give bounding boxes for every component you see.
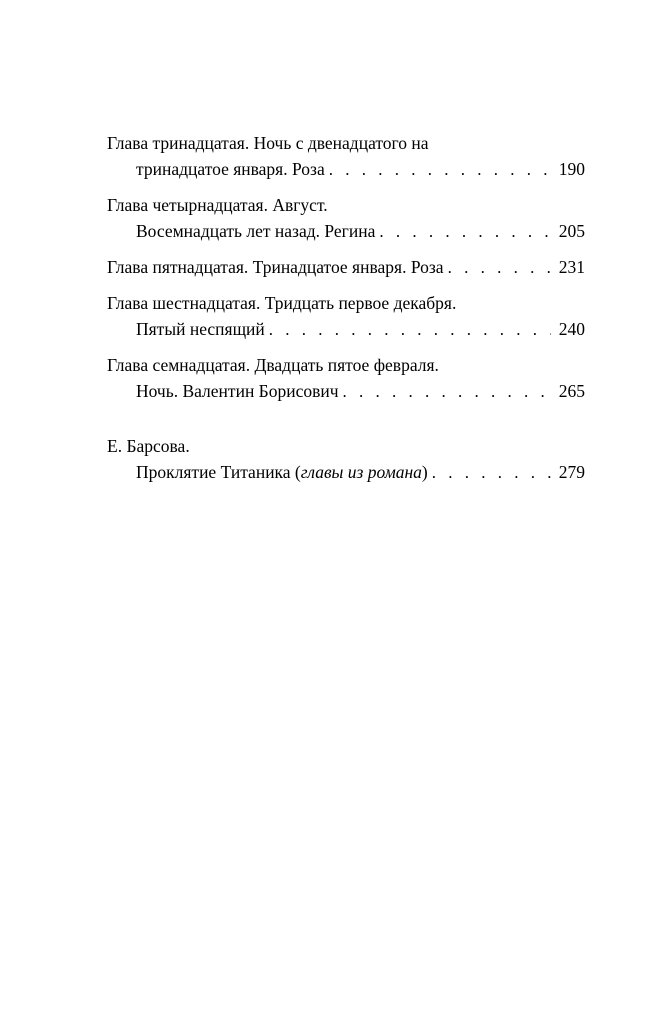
table-of-contents [107,130,585,495]
toc-entry-chapter-16[interactable] [107,290,585,343]
page-number: 205 [558,221,585,241]
page-number: 231 [558,257,585,277]
toc-entry-chapter-15[interactable] [107,254,585,281]
toc-entry-chapter-17[interactable] [107,352,585,405]
dot-leader [448,255,551,281]
appendix-title-start: Проклятие Титаника ( [136,462,301,482]
chapter-title-line: Глава шестнадцатая. Тридцать первое декабря. [107,293,457,313]
appendix-title-end: ) [421,462,428,482]
chapter-title-continuation: Восемнадцать лет назад. Регина [136,221,376,241]
chapter-title-line: Глава тринадцатая. Ночь с двенадцатого на [107,133,429,153]
chapter-title-line: Глава семнадцатая. Двадцать пятое февраля. [107,355,439,375]
chapter-title-continuation: Пятый неспящий [136,319,265,339]
page-number: 190 [558,159,585,179]
chapter-title-continuation: Ночь. Валентин Борисович [136,381,339,401]
appendix-title-italic: главы из романа [300,462,422,482]
page-number: 240 [558,319,585,339]
toc-entry-appendix[interactable] [107,433,585,486]
dot-leader [432,460,551,486]
chapter-title-line: Глава четырнадцатая. Август. [107,195,328,215]
dot-leader [379,219,551,245]
dot-leader [343,379,551,405]
chapter-title-line: Глава пятнадцатая. Тринадцатое января. Роза [107,257,444,277]
page-number: 279 [558,462,585,482]
appendix-author: Е. Барсова. [107,436,190,456]
appendix-title [136,459,428,485]
chapter-title-continuation: тринадцатое января. Роза [136,159,325,179]
dot-leader [269,317,551,343]
toc-entry-chapter-14[interactable] [107,192,585,245]
toc-entry-chapter-13[interactable] [107,130,585,183]
page-number: 265 [558,381,585,401]
dot-leader [329,157,551,183]
